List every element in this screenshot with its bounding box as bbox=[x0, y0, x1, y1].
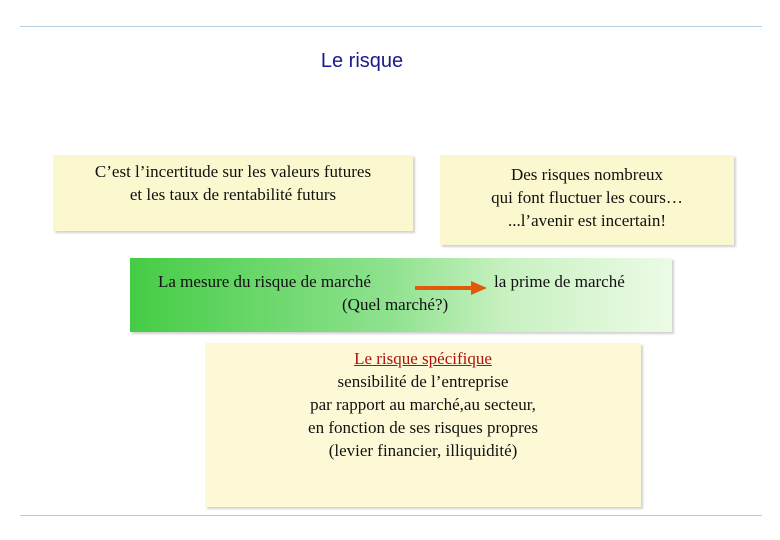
many-risks-line-1: Des risques nombreux bbox=[510, 165, 664, 184]
market-risk-measure-text: La mesure du risque de marché bbox=[158, 272, 371, 291]
specific-risk-line-2: par rapport au marché,au secteur, bbox=[310, 395, 536, 414]
specific-risk-line-3: en fonction de ses risques propres bbox=[308, 418, 538, 437]
definition-line-2: et les taux de rentabilité futurs bbox=[129, 185, 337, 204]
bottom-rule bbox=[20, 515, 762, 516]
slide-title: Le risque bbox=[320, 50, 404, 72]
which-market-text: (Quel marché?) bbox=[342, 295, 449, 314]
specific-risk-box bbox=[205, 343, 641, 507]
specific-risk-line-1: sensibilité de l’entreprise bbox=[337, 372, 509, 391]
market-risk-box bbox=[130, 258, 672, 332]
many-risks-line-3: ...l’avenir est incertain! bbox=[507, 211, 667, 230]
definition-line-1: C’est l’incertitude sur les valeurs futures bbox=[94, 162, 372, 181]
top-rule bbox=[20, 26, 762, 27]
definition-box bbox=[53, 155, 413, 231]
many-risks-line-2: qui font fluctuer les cours… bbox=[491, 188, 683, 207]
right-arrow-icon bbox=[415, 280, 487, 296]
many-risks-box bbox=[440, 155, 734, 245]
specific-risk-line-4: (levier financier, illiquidité) bbox=[328, 441, 518, 460]
market-premium-text: la prime de marché bbox=[494, 272, 625, 291]
specific-risk-heading: Le risque spécifique bbox=[354, 349, 492, 368]
